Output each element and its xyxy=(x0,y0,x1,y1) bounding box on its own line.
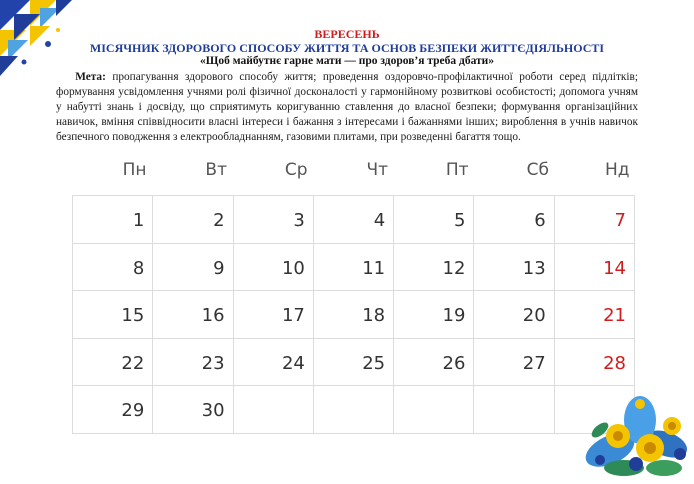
day-number: 29 xyxy=(121,400,145,422)
calendar-day-cell xyxy=(394,196,474,244)
day-number: 26 xyxy=(442,352,466,374)
calendar-day-cell xyxy=(73,196,153,244)
day-number: 4 xyxy=(373,210,386,231)
calendar-day-cell xyxy=(555,339,635,387)
goal-label: Мета: xyxy=(75,71,106,83)
day-number: 28 xyxy=(603,352,626,374)
calendar-day-cell xyxy=(73,291,153,339)
calendar-day-cell xyxy=(394,339,474,387)
calendar-day-cell xyxy=(153,244,233,292)
day-number: 20 xyxy=(522,305,546,327)
day-number: 7 xyxy=(614,210,626,231)
calendar-day-cell xyxy=(73,386,153,434)
day-number: 24 xyxy=(281,352,305,374)
calendar-day-cell xyxy=(153,386,233,434)
day-number: 19 xyxy=(442,305,466,327)
calendar-day-cell xyxy=(153,291,233,339)
day-number: 10 xyxy=(281,257,305,279)
day-number: 22 xyxy=(121,352,145,374)
day-number: 21 xyxy=(603,305,626,327)
weekday-mon: Пн xyxy=(122,160,147,180)
page-header xyxy=(56,27,638,67)
calendar-day-cell xyxy=(555,244,635,292)
calendar-grid xyxy=(72,195,635,434)
calendar-day-cell xyxy=(474,339,554,387)
calendar-day-cell xyxy=(474,196,554,244)
day-number: 23 xyxy=(201,352,225,374)
day-number: 1 xyxy=(132,210,145,231)
day-number: 11 xyxy=(362,257,386,279)
calendar-day-cell xyxy=(153,196,233,244)
calendar-day-cell xyxy=(73,339,153,387)
day-number: 9 xyxy=(213,257,225,279)
weekday-sun: Нд xyxy=(604,160,630,180)
calendar-day-cell xyxy=(314,291,394,339)
calendar-day-cell xyxy=(394,291,474,339)
calendar-day-cell xyxy=(234,339,314,387)
day-number: 16 xyxy=(201,305,225,327)
day-number: 14 xyxy=(603,257,626,279)
calendar-empty-cell xyxy=(314,386,394,434)
day-number: 27 xyxy=(522,352,546,374)
month-subtitle: МІСЯЧНИК ЗДОРОВОГО СПОСОБУ ЖИТТЯ ТА ОСНОВ БЕЗПЕКИ ЖИТТЄДІЯЛЬНОСТІ xyxy=(89,41,605,55)
calendar-day-cell xyxy=(234,196,314,244)
day-number: 6 xyxy=(534,210,546,231)
weekday-thu: Чт xyxy=(366,160,388,180)
calendar-day-cell xyxy=(234,244,314,292)
calendar-day-cell xyxy=(474,291,554,339)
weekday-header xyxy=(72,160,637,180)
calendar-day-cell xyxy=(234,291,314,339)
weekday-sat: Сб xyxy=(526,160,549,180)
calendar-day-cell xyxy=(73,244,153,292)
day-number: 2 xyxy=(213,210,225,231)
month-title: ВЕРЕСЕНЬ xyxy=(314,27,380,41)
weekday-fri: Пт xyxy=(445,160,469,180)
goal-paragraph xyxy=(56,70,638,145)
calendar-empty-cell xyxy=(394,386,474,434)
calendar-empty-cell xyxy=(474,386,554,434)
month-slogan: «Щоб майбутнє гарне мати — про здоров’я треба дбати» xyxy=(199,55,495,67)
day-number: 13 xyxy=(522,257,546,279)
calendar-day-cell xyxy=(314,196,394,244)
day-number: 8 xyxy=(132,257,145,279)
day-number: 18 xyxy=(362,305,386,327)
calendar-day-cell xyxy=(474,244,554,292)
day-number: 5 xyxy=(453,210,466,231)
flower-bouquet-icon xyxy=(580,390,692,480)
calendar-day-cell xyxy=(153,339,233,387)
weekday-tue: Вт xyxy=(205,160,227,180)
goal-text: пропагування здорового способу життя; проведення оздоровчо-профілактичної роботи серед підлітків; формування усвідомлення учнями ролі фізичної досконалості у гармонійному розвиткові особистості; допомога учням у набутті знань і досвіду, що сприятимуть коригуванню ставлення до власної безпеки; формування організаційних навичок, вміння співвідносити власні інтереси і бажання з інтересами і бажаннями інших; вироблення в учнів навичок безпечного поводження з електрообладнанням, газовими плитами, при розведенні багаття тощо. xyxy=(56,71,638,143)
day-number: 12 xyxy=(442,257,466,279)
calendar-day-cell xyxy=(314,244,394,292)
day-number: 30 xyxy=(201,400,225,422)
day-number: 17 xyxy=(281,305,305,327)
day-number: 15 xyxy=(121,305,145,327)
weekday-wed: Ср xyxy=(284,160,308,180)
calendar-day-cell xyxy=(394,244,474,292)
calendar-day-cell xyxy=(314,339,394,387)
calendar-day-cell xyxy=(555,196,635,244)
calendar-day-cell xyxy=(555,291,635,339)
calendar-empty-cell xyxy=(234,386,314,434)
day-number: 3 xyxy=(293,210,305,231)
day-number: 25 xyxy=(362,352,386,374)
